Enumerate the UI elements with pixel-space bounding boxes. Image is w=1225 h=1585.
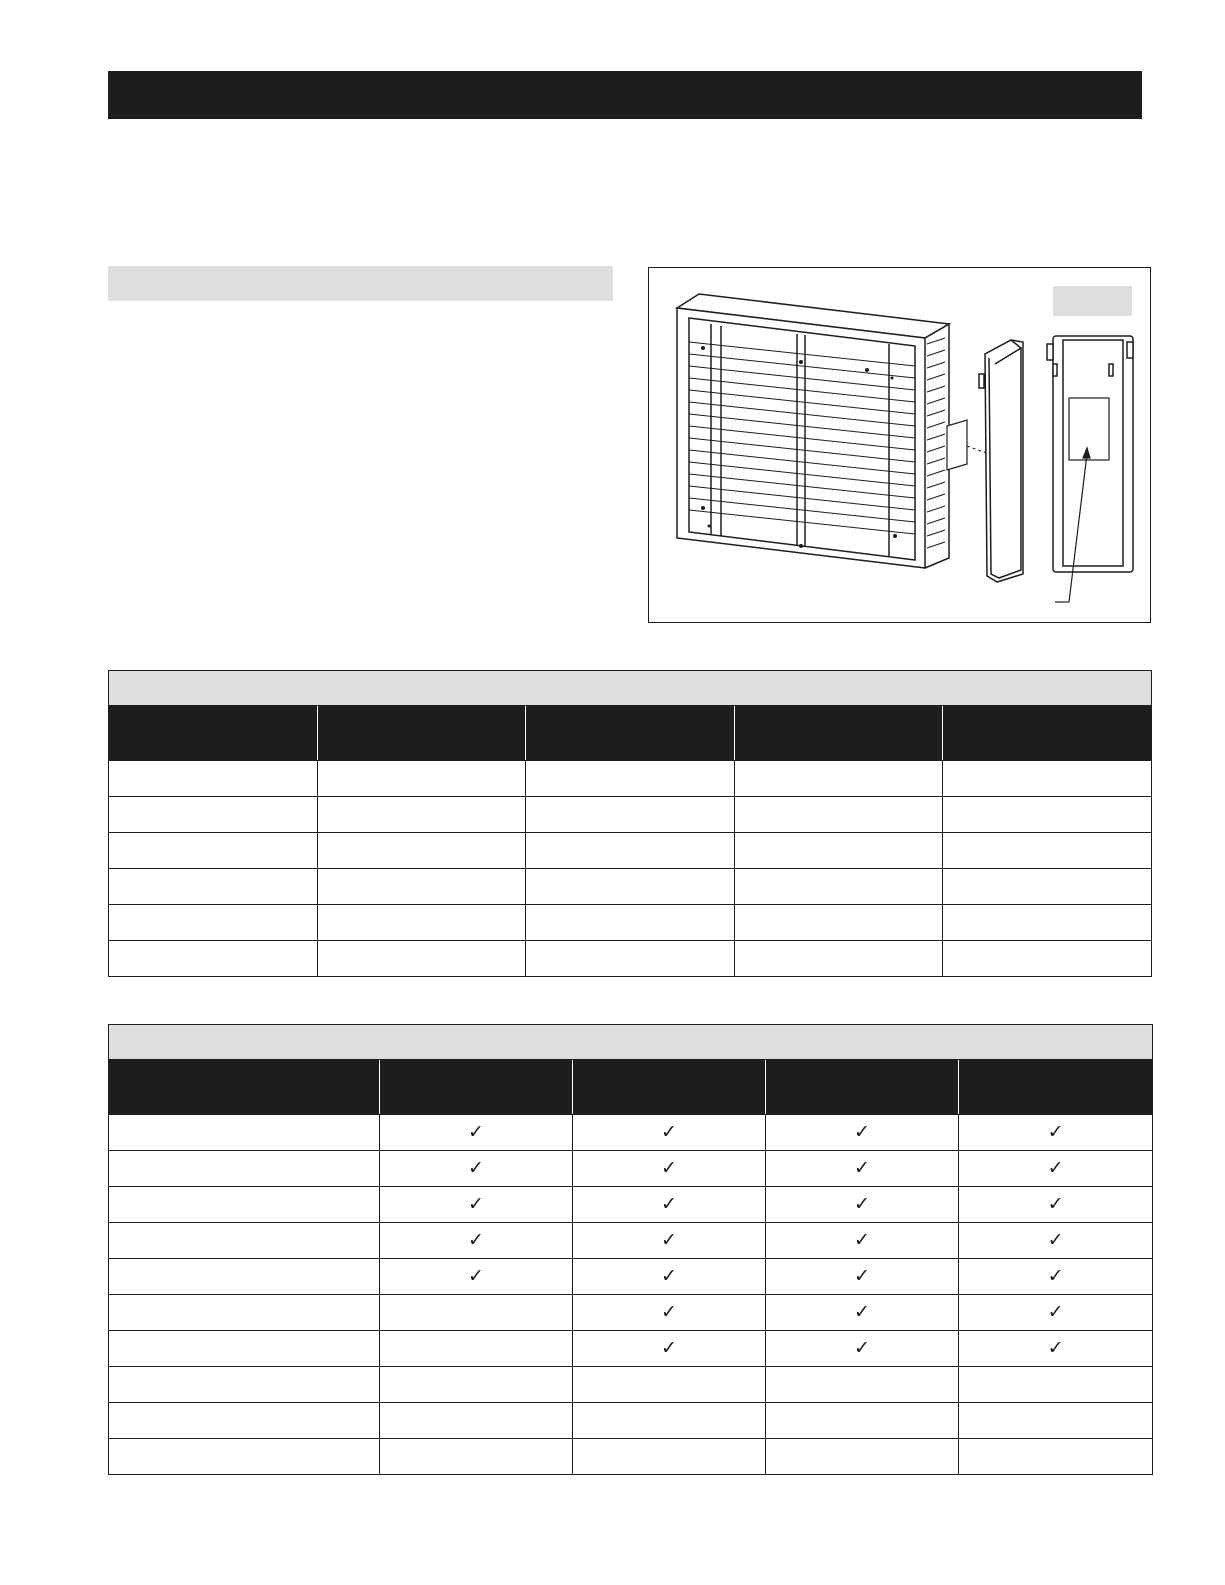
check-mark-icon: ✓: [380, 1151, 573, 1187]
table-row: [109, 1259, 1153, 1295]
table-row: [109, 869, 1152, 905]
features-table: [108, 1024, 1153, 1475]
empty-cell: [573, 1403, 766, 1439]
check-mark-icon: ✓: [959, 1295, 1153, 1331]
check-mark-icon: ✓: [959, 1223, 1153, 1259]
header-cell: [734, 706, 942, 761]
check-mark-icon: ✓: [959, 1151, 1153, 1187]
check-mark-icon: ✓: [380, 1223, 573, 1259]
table-row: [109, 1223, 1153, 1259]
table-row: [109, 761, 1152, 797]
check-mark-icon: ✓: [959, 1115, 1153, 1151]
check-mark-icon: ✓: [959, 1259, 1153, 1295]
empty-cell: [380, 1367, 573, 1403]
empty-cell: [959, 1439, 1153, 1475]
check-mark-icon: ✓: [573, 1151, 766, 1187]
table-row: [109, 1187, 1153, 1223]
feature-label-cell: [109, 1259, 380, 1295]
table-row: [109, 1295, 1153, 1331]
feature-label-cell: [109, 1367, 380, 1403]
feature-label-cell: [109, 1439, 380, 1475]
specifications-table: [108, 670, 1152, 977]
check-mark-icon: ✓: [573, 1115, 766, 1151]
empty-cell: [380, 1295, 573, 1331]
check-mark-icon: ✓: [959, 1331, 1153, 1367]
feature-label-cell: [109, 1151, 380, 1187]
check-mark-icon: ✓: [766, 1331, 959, 1367]
table-row: [109, 1367, 1153, 1403]
header-cell: [959, 1060, 1153, 1115]
header-cell: [942, 706, 1151, 761]
check-mark-icon: ✓: [380, 1115, 573, 1151]
check-mark-icon: ✓: [573, 1223, 766, 1259]
header-cell: [380, 1060, 573, 1115]
check-mark-icon: ✓: [766, 1115, 959, 1151]
header-cell: [109, 706, 318, 761]
check-mark-icon: ✓: [573, 1331, 766, 1367]
check-mark-icon: ✓: [766, 1259, 959, 1295]
header-cell: [109, 1060, 380, 1115]
check-mark-icon: ✓: [573, 1295, 766, 1331]
check-mark-icon: ✓: [380, 1259, 573, 1295]
section-heading-bar: [108, 266, 613, 301]
table-row: [109, 797, 1152, 833]
table-row: [109, 1331, 1153, 1367]
table-row: [109, 1439, 1153, 1475]
check-mark-icon: ✓: [766, 1151, 959, 1187]
empty-cell: [766, 1367, 959, 1403]
empty-cell: [380, 1439, 573, 1475]
header-cell: [526, 706, 734, 761]
table-caption-row: [109, 1025, 1153, 1060]
table-header-row: [109, 1060, 1153, 1115]
check-mark-icon: ✓: [573, 1259, 766, 1295]
table-row: [109, 905, 1152, 941]
check-mark-icon: ✓: [766, 1295, 959, 1331]
feature-label-cell: [109, 1115, 380, 1151]
table-row: [109, 1151, 1153, 1187]
header-cell: [318, 706, 526, 761]
empty-cell: [959, 1367, 1153, 1403]
figure-label-box: [1053, 286, 1132, 316]
empty-cell: [380, 1331, 573, 1367]
empty-cell: [573, 1367, 766, 1403]
empty-cell: [380, 1403, 573, 1439]
empty-cell: [573, 1439, 766, 1475]
table-row: [109, 1403, 1153, 1439]
feature-label-cell: [109, 1295, 380, 1331]
empty-cell: [766, 1439, 959, 1475]
feature-label-cell: [109, 1187, 380, 1223]
feature-label-cell: [109, 1331, 380, 1367]
product-figure: [648, 267, 1151, 623]
title-bar: [108, 71, 1142, 119]
empty-cell: [959, 1403, 1153, 1439]
header-cell: [573, 1060, 766, 1115]
filter-cabinet-illustration: [649, 268, 1152, 624]
feature-label-cell: [109, 1223, 380, 1259]
check-mark-icon: ✓: [766, 1223, 959, 1259]
table-row: [109, 941, 1152, 977]
table-header-row: [109, 706, 1152, 761]
check-mark-icon: ✓: [766, 1187, 959, 1223]
table-row: [109, 833, 1152, 869]
table-row: [109, 1115, 1153, 1151]
check-mark-icon: ✓: [380, 1187, 573, 1223]
header-cell: [766, 1060, 959, 1115]
empty-cell: [766, 1403, 959, 1439]
table-caption-row: [109, 671, 1152, 706]
feature-label-cell: [109, 1403, 380, 1439]
check-mark-icon: ✓: [959, 1187, 1153, 1223]
check-mark-icon: ✓: [573, 1187, 766, 1223]
